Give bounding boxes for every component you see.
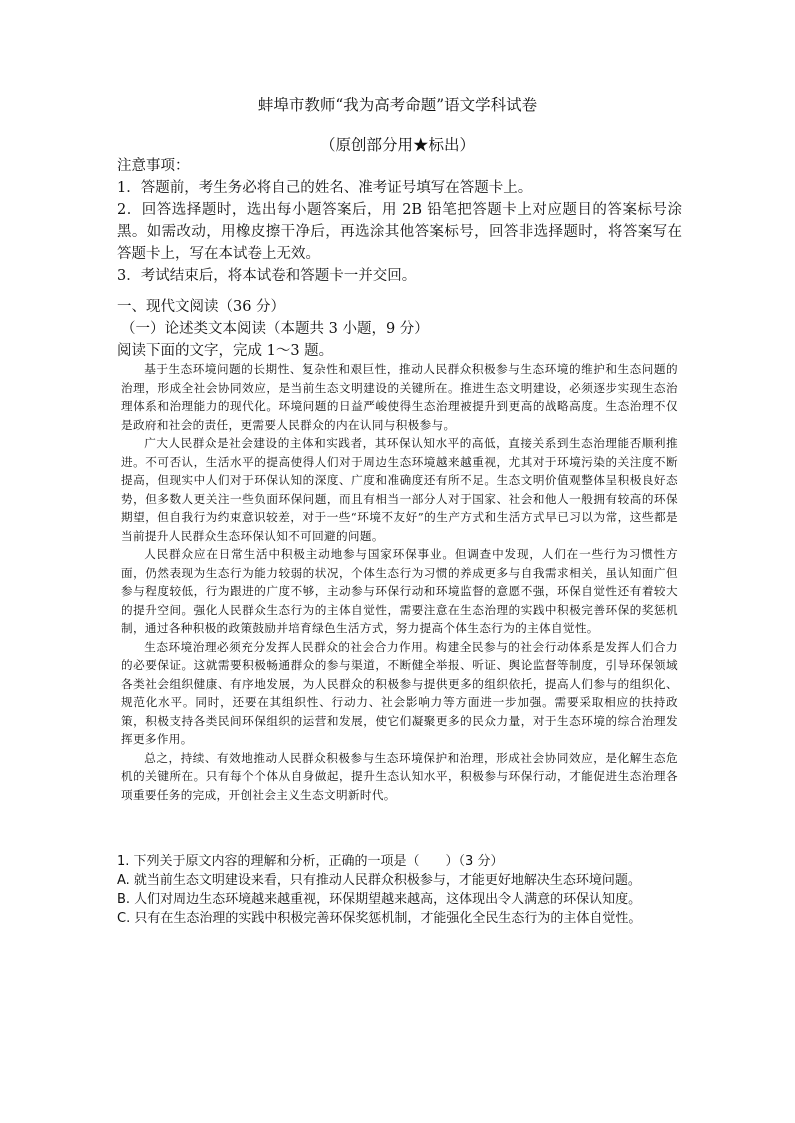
question-stem: 1. 下列关于原文内容的理解和分析，正确的一项是（ ）（3 分） — [117, 854, 504, 869]
notes-heading: 注意事项： — [117, 158, 190, 174]
passage-paragraph: 广大人民群众是社会建设的主体和实践者，其环保认知水平的高低，直接关系到生态治理能否顺利推进。不可否认，生活水平的提高使得人们对于周边生态环境越来越重视，尤其对于环境污染的关注度不断提高，但现实中人们对于环保认知的深度、广度和准确度还有所不足。生态文明价值观整体呈积极良好态势，但多数人更关注一些负面环保问题，而且有相当一部分人对于国家、社会和他人一般拥有较高的环保期望，但自我行为约束意识较差，对于一些“环境不友好”的生产方式和生活方式早已习以为常，这些都是当前提升人民群众生态环保认知不可回避的问题。 — [121, 436, 678, 543]
passage-paragraph: 生态环境治理必须充分发挥人民群众的社会合力作用。构建全民参与的社会行动体系是发挥人们合力的必要保证。这就需要积极畅通群众的参与渠道，不断健全举报、听证、舆论监督等制度，引导环保领域各类社会组织健康、有序地发展，为人民群众的积极参与提供更多的组织依托，提高人们参与的组织化、规范化水平。同时，还要在其组织性、行动力、社会影响力等方面进一步加强。需要采取相应的扶持政策，积极支持各类民间环保组织的运营和发展，使它们凝聚更多的民众力量，对于生态环境的综合治理发挥更多作用。 — [121, 639, 678, 746]
note-item: 2．回答选择题时，选出每小题答案后，用 2B 铅笔把答题卡上对应题目的答案标号涂黑。如需改动，用橡皮擦干净后，再选涂其他答案标号，回答非选择题时，将答案写在答题卡上，写在本试卷上无效。 — [117, 202, 682, 262]
page-title: 蚌埠市教师“我为高考命题”语文学科试卷 — [257, 96, 538, 114]
passage-paragraph: 人民群众应在日常生活中积极主动地参与国家环保事业。但调查中发现，人们在一些行为习惯性方面，仍然表现为生态行为能力较弱的状况，个体生态行为习惯的养成更多与自我需求相关，虽认知面广但参与程度较低，行为跟进的广度不够，主动参与环保行动和环境监督的意愿不强，环保自觉性还有着较大的提升空间。强化人民群众生态行为的主体自觉性，需要注意在生态治理的实践中积极完善环保的奖惩机制，通过各种积极的政策鼓励并培育绿色生活方式，努力提高个体生态行为的主体自觉性。 — [121, 547, 678, 635]
passage-paragraph: 总之，持续、有效地推动人民群众积极参与生态环境保护和治理，形成社会协同效应，是化解生态危机的关键所在。只有每个个体从自身做起，提升生态认知水平，积极参与环保行动，才能促进生态治理各项重要任务的完成，开创社会主义生态文明新时代。 — [121, 750, 678, 802]
section-instruction: 阅读下面的文字，完成 1～3 题。 — [117, 343, 334, 359]
question-option-b: B. 人们对周边生态环境越来越重视，环保期望越来越高，这体现出令人满意的环保认知度。 — [117, 892, 642, 907]
question-option-c: C. 只有在生态治理的实践中积极完善环保奖惩机制，才能强化全民生态行为的主体自觉性。 — [117, 911, 642, 926]
reading-passage — [121, 360, 678, 804]
question-option-a: A. 就当前生态文明建设来看，只有推动人民群众积极参与，才能更好地解决生态环境问题。 — [117, 873, 641, 888]
section-sub-heading: （一）论述类文本阅读（本题共 3 小题，9 分） — [121, 321, 429, 337]
passage-paragraph: 基于生态环境问题的长期性、复杂性和艰巨性，推动人民群众积极参与生态环境的维护和生态问题的治理，形成全社会协同效应，是当前生态文明建设的关键所在。推进生态文明建设，必须逐步实现生态治理体系和治理能力的现代化。环境问题的日益严峻使得生态治理被提升到更高的战略高度。生态治理不仅是政府和社会的责任，更需要人民群众的内在认同与积极参与。 — [121, 362, 678, 432]
page-subtitle: （原创部分用★标出） — [319, 136, 475, 154]
notes-block — [117, 155, 682, 287]
note-item: 3．考试结束后，将本试卷和答题卡一并交回。 — [117, 268, 417, 284]
question-1 — [117, 852, 687, 928]
section-heading: 一、现代文阅读（36 分） — [117, 299, 286, 315]
note-item: 1．答题前，考生务必将自己的姓名、准考证号填写在答题卡上。 — [117, 180, 533, 196]
